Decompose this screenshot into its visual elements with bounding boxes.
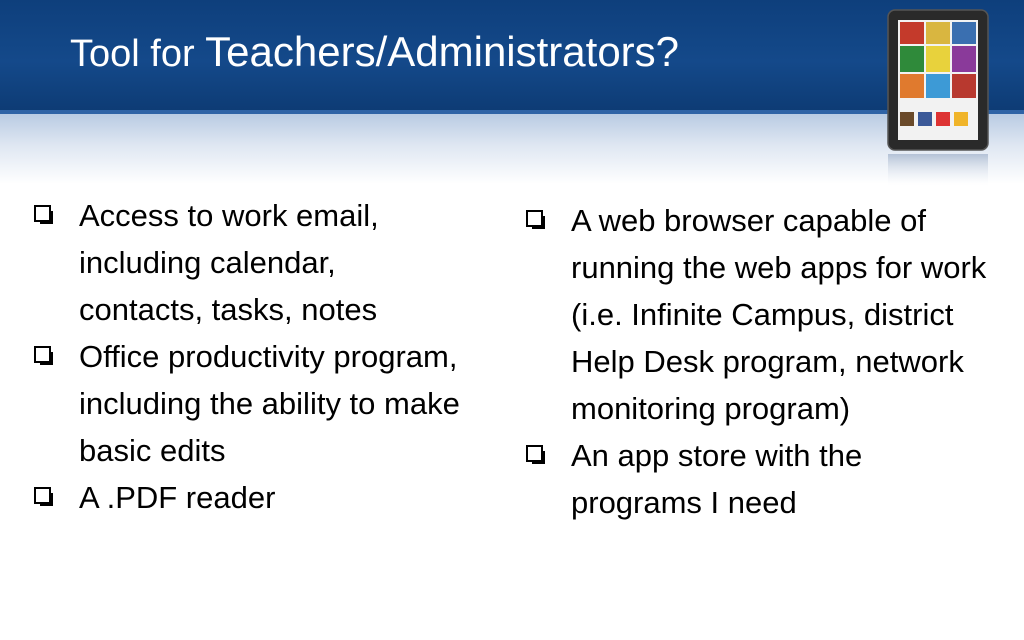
slide-title-lead: Tool for bbox=[70, 33, 206, 75]
checkbox-bullet-icon bbox=[526, 210, 543, 227]
list-item bbox=[32, 192, 462, 333]
checkbox-bullet-icon bbox=[526, 445, 543, 462]
tablet-image bbox=[886, 8, 990, 190]
list-item bbox=[524, 432, 994, 526]
left-bullet-list bbox=[32, 192, 462, 521]
checkbox-bullet-icon bbox=[34, 205, 51, 222]
bullet-text: Access to work email, including calendar, contacts, tasks, notes bbox=[79, 198, 379, 327]
list-item bbox=[32, 474, 462, 521]
checkbox-bullet-icon bbox=[34, 346, 51, 363]
bullet-text: A .PDF reader bbox=[79, 480, 276, 515]
bullet-text: An app store with the programs I need bbox=[571, 438, 863, 520]
checkbox-bullet-icon bbox=[34, 487, 51, 504]
bullet-text: A web browser capable of running the web apps for work (i.e. Infinite Campus, district Help Desk program, network monitoring program) bbox=[571, 203, 987, 426]
list-item bbox=[524, 197, 994, 432]
right-bullet-list bbox=[524, 197, 994, 526]
slide-title bbox=[70, 28, 679, 76]
bullet-text: Office productivity program, including the ability to make basic edits bbox=[79, 339, 460, 468]
header-gradient bbox=[0, 114, 1024, 184]
list-item bbox=[32, 333, 462, 474]
slide-title-main: Teachers/Administrators? bbox=[205, 28, 680, 75]
